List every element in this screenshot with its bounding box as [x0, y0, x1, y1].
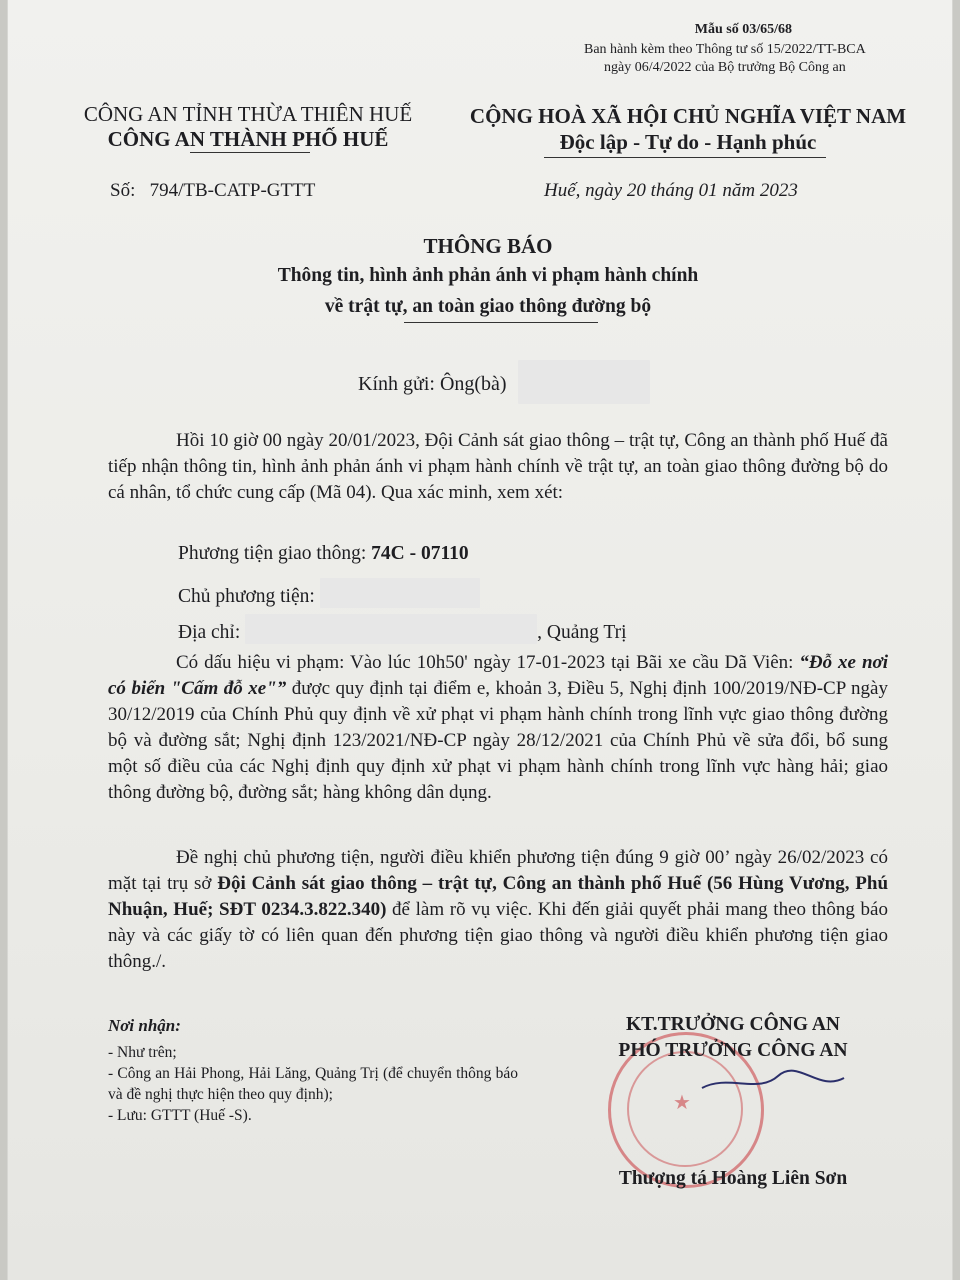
vehicle-label: Phương tiện giao thông: [178, 543, 367, 564]
signature-role-2: PHÓ TRƯỞNG CÔNG AN [618, 1040, 848, 1061]
nation-motto: Độc lập - Tự do - Hạnh phúc [559, 130, 817, 154]
request-paragraph [108, 845, 888, 975]
agency-name: CÔNG AN THÀNH PHỐ HUẾ [107, 127, 389, 151]
recipient-item: - Lưu: GTTT (Huế -S). [108, 1107, 252, 1124]
form-number: Mẫu số 03/65/68 [694, 22, 792, 37]
recipient-line [358, 360, 650, 404]
notice-subtitle-1: Thông tin, hình ảnh phản ánh vi phạm hành chính [277, 265, 699, 286]
intro-text: Hồi 10 giờ 00 ngày 20/01/2023, Đội Cảnh sát giao thông – trật tự, Công an thành phố Huế đã tiếp nhận thông tin, hình ảnh phản ánh vi phạm hành chính về trật tự, an toàn giao thông đường bộ do cá nhân, tổ chức cung cấp (Mã 04). Qua xác minh, xem xét: [108, 430, 888, 503]
violation-name: “Đỗ xe nơi có biển "Cấm đỗ xe"” [108, 652, 888, 699]
vehicle-plate: 74C - 07110 [371, 543, 469, 564]
document-number: Số: 794/TB-CATP-GTTT [110, 180, 316, 201]
recipients-list [108, 1042, 518, 1126]
address-redaction [245, 614, 537, 644]
stamp-star-icon: ★ [673, 1090, 691, 1114]
title-underline [404, 322, 598, 323]
issued-line-2: ngày 06/4/2022 của Bộ trưởng Bộ Công an [604, 60, 846, 75]
address-label: Địa chỉ: [178, 622, 241, 643]
recipients-title: Nơi nhận: [108, 1016, 181, 1035]
notice-subtitle-2: về trật tự, an toàn giao thông đường bộ [324, 296, 652, 317]
notice-title: THÔNG BÁO [423, 234, 553, 258]
nation-title: CỘNG HOÀ XÃ HỘI CHỦ NGHĨA VIỆT NAM [469, 104, 907, 128]
request-intro: Đề nghị chủ phương tiện, người điều khiển phương tiện đúng 9 giờ 00’ ngày 26/02/2023 có mặt tại trụ sở [108, 847, 888, 894]
motto-underline [544, 157, 826, 158]
violation-paragraph [108, 650, 888, 806]
request-instructions: để làm rõ vụ việc. Khi đến giải quyết phải mang theo thông báo này và các giấy tờ có liên quan đến phương tiện giao thông và người điều khiển phương tiện giao thông./. [108, 899, 888, 972]
owner-redaction [320, 578, 480, 608]
intro-paragraph [108, 428, 888, 506]
recipient-redaction [518, 360, 650, 404]
recipient-item: - Công an Hải Phong, Hải Lăng, Quảng Trị (để chuyển thông báo và đề nghị thực hiện theo quy định); [108, 1065, 518, 1103]
violation-intro: Có dấu hiệu vi phạm: Vào lúc 10h50' ngày 17-01-2023 tại Bãi xe cầu Dã Viên: [176, 652, 800, 673]
agency-underline [190, 152, 310, 153]
owner-line [178, 578, 480, 608]
request-office: Đội Cảnh sát giao thông – trật tự, Công an thành phố Huế (56 Hùng Vương, Phú Nhuận, Huế; SĐT 0234.3.822.340) [108, 873, 889, 920]
address-suffix: , Quảng Trị [537, 622, 627, 643]
vehicle-line [178, 543, 469, 565]
signature-role-1: KT.TRƯỞNG CÔNG AN [626, 1014, 840, 1035]
agency-parent: CÔNG AN TỈNH THỪA THIÊN HUẾ [83, 102, 413, 126]
owner-label: Chủ phương tiện: [178, 586, 315, 607]
recipient-label: Kính gửi: Ông(bà) [358, 373, 507, 395]
signature-scribble [698, 1064, 848, 1100]
address-line [178, 614, 627, 644]
recipient-item: - Như trên; [108, 1044, 177, 1061]
violation-legal-basis: được quy định tại điểm e, khoản 3, Điều 5, Nghị định 100/2019/NĐ-CP ngày 30/12/2019 của Chính Phủ quy định về xử phạt vi phạm hành chính trong lĩnh vực giao thông đường bộ và đường sắt; Nghị định 123/2021/NĐ-CP ngày 28/12/2021 của Chính Phủ về sửa đổi, bổ sung một số điều của các Nghị định quy định xử phạt vi phạm hành chính trong lĩnh vực hàng hải; giao thông đường bộ, đường sắt; hàng không dân dụng. [108, 678, 888, 803]
document-page [8, 0, 952, 1280]
signer-name: Thượng tá Hoàng Liên Sơn [618, 1168, 848, 1189]
place-date: Huế, ngày 20 tháng 01 năm 2023 [544, 180, 798, 201]
issued-line-1: Ban hành kèm theo Thông tư số 15/2022/TT-BCA [584, 42, 866, 57]
